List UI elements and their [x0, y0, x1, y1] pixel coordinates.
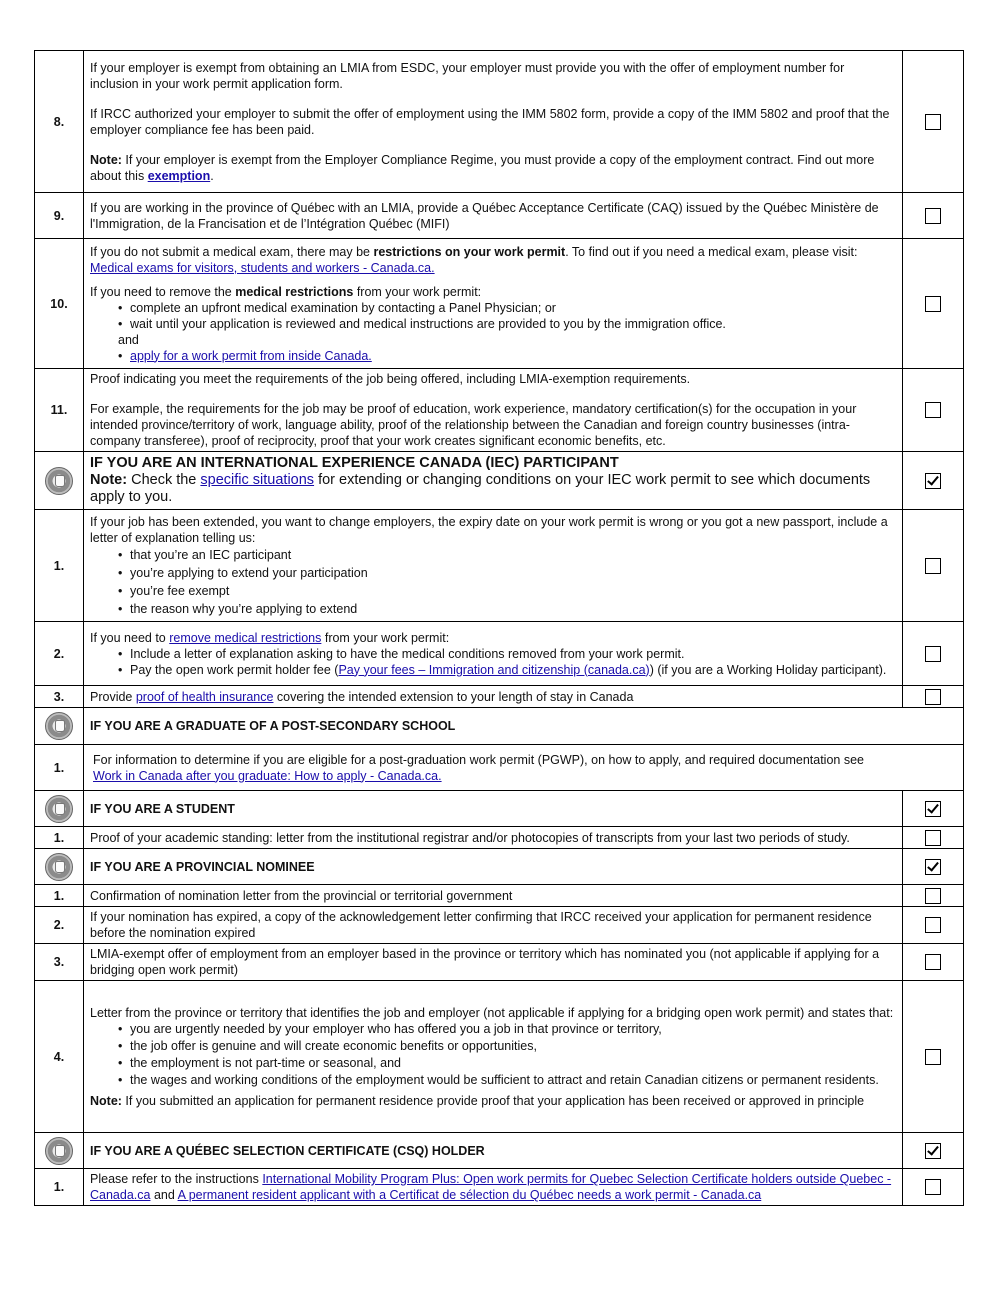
bold-text: medical restrictions	[235, 284, 354, 299]
paragraph	[90, 244, 896, 260]
list-item: • the job offer is genuine and will create economic benefits or opportunities,	[130, 1038, 896, 1055]
paragraph: If IRCC authorized your employer to submit the offer of employment using the IMM 5802 form, provide a copy of the IMM 5802 and proof that the employer compliance fee has been paid.	[90, 106, 890, 137]
row-text	[84, 239, 903, 369]
checkbox-cell	[903, 885, 964, 907]
row-text	[84, 510, 903, 622]
section-title: IF YOU ARE A STUDENT	[84, 791, 903, 827]
text: Please refer to the instructions	[90, 1172, 263, 1186]
text: for extending or changing conditions on your IEC work permit to see which documents apply to you.	[90, 472, 871, 505]
row-text	[84, 622, 903, 686]
csq-work-permit-link[interactable]: A permanent resident applicant with a Certificat de sélection du Québec needs a work permit - Canada.ca	[177, 1188, 762, 1202]
checkbox-cell	[903, 622, 964, 686]
icon-cell	[35, 849, 84, 885]
exemption-link[interactable]: exemption	[147, 168, 211, 183]
section-header-iec	[35, 452, 964, 510]
health-insurance-link[interactable]: proof of health insurance	[135, 689, 274, 704]
stop-hand-icon	[45, 467, 73, 495]
section-text	[84, 452, 903, 510]
checkbox-cell	[903, 1169, 964, 1206]
document-checklist	[34, 50, 964, 1206]
checkbox-icon[interactable]	[925, 689, 941, 705]
checkbox-cell	[903, 907, 964, 944]
checkbox-cell	[903, 827, 964, 849]
csq-row-1	[35, 1169, 964, 1206]
checkbox-icon[interactable]	[925, 859, 941, 875]
note-text: If your employer is exempt from the Employer Compliance Regime, you must provide a copy of the employment contract. Find out more about this	[90, 152, 875, 183]
bullet-list	[90, 1021, 896, 1088]
row-number: 11.	[35, 369, 84, 452]
row-text	[84, 686, 903, 708]
section-title: IF YOU ARE AN INTERNATIONAL EXPERIENCE CANADA (IEC) PARTICIPANT	[90, 455, 619, 471]
paragraph: If your job has been extended, you want to change employers, the expiry date on your work permit is wrong or you got a new passport, include a letter of explanation telling us:	[90, 514, 888, 545]
text: Check the	[127, 472, 201, 488]
note-end: .	[210, 168, 214, 183]
checklist-row-9	[35, 193, 964, 239]
student-row-1	[35, 827, 964, 849]
checkbox-cell	[903, 51, 964, 193]
checkbox-icon[interactable]	[925, 917, 941, 933]
text: If you do not submit a medical exam, there may be	[90, 244, 374, 259]
row-text	[84, 981, 903, 1133]
bullet-list	[90, 646, 896, 678]
and-text: and	[118, 332, 139, 347]
paragraph: Letter from the province or territory that identifies the job and employer (not applicable if applying for a bridging open work permit) and states that:	[90, 1005, 894, 1020]
note-text: If you submitted an application for permanent residence provide proof that your application has been received or approved in principle	[121, 1093, 865, 1108]
row-number: 1.	[35, 745, 84, 791]
note-label: Note:	[90, 152, 122, 167]
section-title: IF YOU ARE A PROVINCIAL NOMINEE	[84, 849, 903, 885]
icon-cell	[35, 791, 84, 827]
pay-fees-link[interactable]: Pay your fees – Immigration and citizenship (canada.ca)	[338, 662, 650, 677]
checkbox-icon[interactable]	[925, 1179, 941, 1195]
graduate-row-1	[35, 745, 964, 791]
note-label: Note:	[90, 1093, 122, 1108]
row-text: If your nomination has expired, a copy of the acknowledgement letter confirming that IRCC received your application for permanent residence before the nomination expired	[84, 907, 903, 944]
checklist-row-11	[35, 369, 964, 452]
section-title: IF YOU ARE A QUÉBEC SELECTION CERTIFICATE (CSQ) HOLDER	[84, 1133, 903, 1169]
paragraph: If your employer is exempt from obtaining an LMIA from ESDC, your employer must provide you with the offer of employment number for inclusion in your work permit application form.	[90, 60, 845, 91]
bullet-list	[90, 348, 896, 364]
pn-row-1	[35, 885, 964, 907]
stop-hand-icon	[45, 712, 73, 740]
section-title: IF YOU ARE A GRADUATE OF A POST-SECONDARY SCHOOL	[84, 708, 964, 745]
checkbox-icon[interactable]	[925, 402, 941, 418]
list-item: • that you’re an IEC participant	[130, 546, 896, 564]
section-header-provincial-nominee	[35, 849, 964, 885]
list-item: • wait until your application is reviewed and medical instructions are provided to you by the immigration office.	[130, 316, 896, 332]
bullet-list	[90, 546, 896, 618]
checkbox-cell	[903, 369, 964, 452]
row-number: 8.	[35, 51, 84, 193]
row-number: 2.	[35, 622, 84, 686]
paragraph	[90, 630, 896, 646]
list-item: • complete an upfront medical examination by contacting a Panel Physician; or	[130, 300, 896, 316]
medical-exams-link[interactable]: Medical exams for visitors, students and workers - Canada.ca.	[90, 260, 435, 275]
checklist-row-8	[35, 51, 964, 193]
text: . To find out if you need a medical exam, please visit:	[565, 244, 858, 259]
checkbox-cell	[903, 849, 964, 885]
iec-row-2	[35, 622, 964, 686]
row-text: Proof of your academic standing: letter from the institutional registrar and/or photocopies of transcripts from your last two periods of study.	[84, 827, 903, 849]
pn-row-2	[35, 907, 964, 944]
row-number: 2.	[35, 907, 84, 944]
checkbox-icon[interactable]	[925, 830, 941, 846]
pn-row-3	[35, 944, 964, 981]
remove-medical-restrictions-link[interactable]: remove medical restrictions	[169, 630, 322, 645]
list-item	[130, 348, 896, 364]
note	[90, 152, 896, 184]
text: If you need to remove the	[90, 284, 236, 299]
row-number: 1.	[35, 1169, 84, 1206]
checkbox-icon[interactable]	[925, 296, 941, 312]
list-item: • the employment is not part-time or seasonal, and	[130, 1055, 896, 1072]
text: from your work permit:	[353, 284, 482, 299]
stop-hand-icon	[45, 853, 73, 881]
paragraph: For example, the requirements for the job may be proof of education, work experience, mandatory certification(s) for the occupation in your intended province/territory of work, language ability, proof of the relationship between the Canadian and foreign country businesses (intra-company transferee), proof of reciprocity, proof that your work creates significant economic benefits, etc.	[90, 402, 857, 448]
checkbox-cell	[903, 686, 964, 708]
list-item: • you are urgently needed by your employer who has offered you a job in that province or territory,	[130, 1021, 896, 1038]
text: and	[150, 1188, 178, 1202]
text: covering the intended extension to your length of stay in Canada	[273, 689, 634, 704]
text: Provide	[90, 689, 136, 704]
checkbox-icon[interactable]	[925, 473, 941, 489]
row-number: 4.	[35, 981, 84, 1133]
list-item	[130, 662, 896, 678]
checkbox-cell	[903, 981, 964, 1133]
icon-cell	[35, 708, 84, 745]
checkbox-cell	[903, 193, 964, 239]
section-header-graduate	[35, 708, 964, 745]
checklist-row-10	[35, 239, 964, 369]
specific-situations-link[interactable]: specific situations	[200, 472, 315, 488]
row-text	[84, 369, 903, 452]
row-text	[84, 1169, 903, 1206]
checkbox-icon[interactable]	[925, 558, 941, 574]
text: from your work permit:	[321, 630, 450, 645]
iec-row-1	[35, 510, 964, 622]
note	[90, 1093, 896, 1109]
stop-hand-icon	[45, 1137, 73, 1165]
note-label: Note:	[90, 472, 128, 488]
section-header-student	[35, 791, 964, 827]
text: Pay the open work permit holder fee (	[130, 662, 339, 677]
checklist-table	[34, 50, 964, 1206]
checkbox-cell	[903, 791, 964, 827]
iec-row-3	[35, 686, 964, 708]
row-number: 1.	[35, 827, 84, 849]
checkbox-icon[interactable]	[925, 1143, 941, 1159]
row-text: LMIA-exempt offer of employment from an employer based in the province or territory which has nominated you (not applicable if applying for a bridging open work permit)	[84, 944, 903, 981]
checkbox-icon[interactable]	[925, 114, 941, 130]
section-header-csq	[35, 1133, 964, 1169]
row-number: 10.	[35, 239, 84, 369]
checkbox-icon[interactable]	[925, 208, 941, 224]
row-text	[84, 51, 903, 193]
row-number: 3.	[35, 686, 84, 708]
paragraph	[90, 284, 896, 300]
checkbox-cell	[903, 1133, 964, 1169]
icon-cell	[35, 1133, 84, 1169]
checkbox-icon[interactable]	[925, 801, 941, 817]
list-item: • Include a letter of explanation asking to have the medical conditions removed from your work permit.	[130, 646, 896, 662]
apply-work-permit-link[interactable]: apply for a work permit from inside Canada.	[130, 348, 372, 363]
row-number: 1.	[35, 885, 84, 907]
row-text: If you are working in the province of Québec with an LMIA, provide a Québec Acceptance Certificate (CAQ) issued by the Québec Ministère de l'Immigration, de la Francisation et de l’Intégration Québec (MIFI)	[84, 193, 903, 239]
checkbox-icon[interactable]	[925, 1049, 941, 1065]
bold-text: restrictions on your work permit	[373, 244, 566, 259]
stop-hand-icon	[45, 795, 73, 823]
text: ) (if you are a Working Holiday participant).	[649, 662, 887, 677]
checkbox-cell	[903, 452, 964, 510]
row-text: Confirmation of nomination letter from the provincial or territorial government	[84, 885, 903, 907]
checkbox-icon[interactable]	[925, 888, 941, 904]
list-item: • the wages and working conditions of the employment would be sufficient to attract and retain Canadian citizens or permanent residents.	[130, 1072, 896, 1088]
icon-cell	[35, 452, 84, 510]
note	[90, 472, 896, 506]
work-after-graduate-link[interactable]: Work in Canada after you graduate: How to apply - Canada.ca.	[93, 768, 442, 783]
checkbox-icon[interactable]	[925, 954, 941, 970]
paragraph: For information to determine if you are eligible for a post-graduation work permit (PGWP), on how to apply, and required documentation see	[93, 752, 864, 767]
paragraph: Proof indicating you meet the requirements of the job being offered, including LMIA-exemption requirements.	[90, 372, 691, 386]
list-item: • you’re fee exempt	[130, 582, 896, 600]
row-number: 3.	[35, 944, 84, 981]
checkbox-cell	[903, 239, 964, 369]
row-number: 1.	[35, 510, 84, 622]
bullet-list	[90, 300, 896, 332]
row-text	[84, 745, 964, 791]
list-item: • you’re applying to extend your participation	[130, 564, 896, 582]
row-number: 9.	[35, 193, 84, 239]
checkbox-icon[interactable]	[925, 646, 941, 662]
checkbox-cell	[903, 944, 964, 981]
text: If you need to	[90, 630, 170, 645]
imp-plus-link[interactable]: International Mobility Program Plus: Open work permits for Quebec Selection Certificate holders outside Quebec - Canada.ca	[90, 1172, 892, 1202]
pn-row-4	[35, 981, 964, 1133]
checkbox-cell	[903, 510, 964, 622]
list-item: • the reason why you’re applying to extend	[130, 600, 896, 618]
